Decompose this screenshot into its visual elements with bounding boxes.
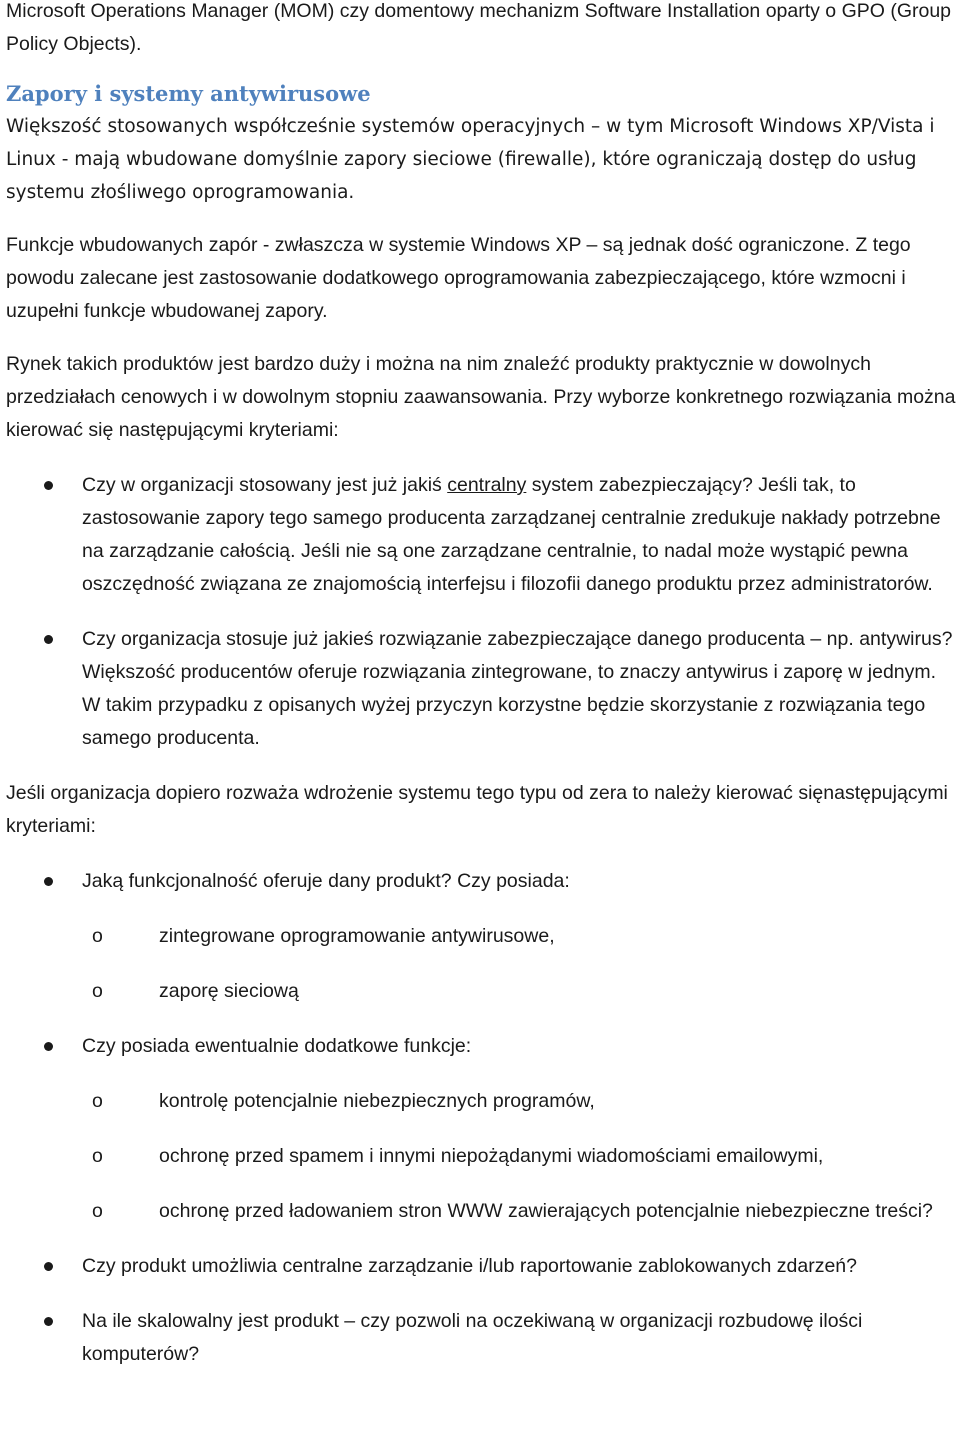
- sub-item-firewall: [6, 975, 956, 1008]
- bullet-text-before: Czy w organizacji stosowany jest już jakiś: [82, 474, 448, 496]
- bullet-text: Czy organizacja stosuje już jakieś rozwiązanie zabezpieczające danego producenta – np. antywirus? Większość producentów oferuje rozwiązania zintegrowane, to znaczy antywirus i zaporę w jednym. W takim przypadku z opisanych wyżej przyczyn korzystne będzie skorzystanie z rozwiązania tego samego producenta.: [82, 628, 953, 749]
- sub-item-antivirus: [6, 920, 956, 953]
- paragraph-2: Funkcje wbudowanych zapór - zwłaszcza w systemie Windows XP – są jednak dość ograniczone. Z tego powodu zalecane jest zastosowanie dodatkowego oprogramowania zabezpieczającego, które wzmocni i uzupełni funkcje wbudowanej zapory.: [6, 234, 911, 322]
- sub-item-text: zaporę sieciową: [159, 980, 299, 1002]
- bullet-item-scalability: [6, 1305, 956, 1371]
- bullet-icon: [44, 877, 53, 886]
- bullet-icon: [44, 1262, 53, 1271]
- bullet-text: Czy produkt umożliwia centralne zarządzanie i/lub raportowanie zablokowanych zdarzeń?: [82, 1255, 857, 1277]
- sub-item-text: ochronę przed spamem i innymi niepożądanymi wiadomościami emailowymi,: [159, 1145, 824, 1167]
- sub-item-spam-protection: [6, 1140, 956, 1173]
- intro-paragraph: Microsoft Operations Manager (MOM) czy domentowy mechanizm Software Installation oparty o GPO (Group Policy Objects).: [6, 0, 952, 55]
- paragraph-1: Większość stosowanych współcześnie systemów operacyjnych – w tym Microsoft Windows XP/Vista i Linux - mają wbudowane domyślnie zapory sieciowe (firewalle), które ograniczają dostęp do usług systemu złośliwego oprogramowania.: [6, 116, 935, 203]
- sub-item-web-protection: [6, 1195, 956, 1228]
- sub-item-program-control: [6, 1085, 956, 1118]
- bullet-icon: [44, 1317, 53, 1326]
- bullet-item-central-system: [6, 469, 956, 601]
- circle-bullet-icon: o: [92, 1145, 103, 1167]
- bullet-text-after: system zabezpieczający? Jeśli tak, to zastosowanie zapory tego samego producenta zarządzanej centralnie zredukuje nakłady potrzebne na zarządzanie całością. Jeśli nie są one zarządzane centralnie, to nadal może wystąpić pewna oszczędność związana ze znajomością interfejsu i filozofii danego produktu przez administratorów.: [82, 474, 941, 595]
- bullet-text-underlined: centralny: [447, 474, 527, 496]
- sub-item-text: kontrolę potencjalnie niebezpiecznych programów,: [159, 1090, 595, 1112]
- bullet-icon: [44, 1042, 53, 1051]
- document-page: [6, 0, 956, 1371]
- sub-item-text: ochronę przed ładowaniem stron WWW zawierających potencjalnie niebezpieczne treści?: [159, 1200, 933, 1222]
- bullet-item-functionality: [6, 865, 956, 898]
- bullet-item-additional-functions: [6, 1030, 956, 1063]
- circle-bullet-icon: o: [92, 1200, 103, 1222]
- circle-bullet-icon: o: [92, 1090, 103, 1112]
- bullet-text: Czy posiada ewentualnie dodatkowe funkcje:: [82, 1035, 472, 1057]
- section-heading: Zapory i systemy antywirusowe: [6, 81, 371, 106]
- bullet-text: Jaką funkcjonalność oferuje dany produkt? Czy posiada:: [82, 870, 570, 892]
- bullet-item-central-management: [6, 1250, 956, 1283]
- bullet-item-vendor-solution: [6, 623, 956, 755]
- circle-bullet-icon: o: [92, 925, 103, 947]
- bullet-icon: [44, 481, 53, 490]
- circle-bullet-icon: o: [92, 980, 103, 1002]
- bullet-icon: [44, 635, 53, 644]
- bullet-text: Na ile skalowalny jest produkt – czy pozwoli na oczekiwaną w organizacji rozbudowę ilości komputerów?: [82, 1310, 863, 1365]
- sub-item-text: zintegrowane oprogramowanie antywirusowe,: [159, 925, 555, 947]
- paragraph-3: Rynek takich produktów jest bardzo duży i można na nim znaleźć produkty praktycznie w dowolnych przedziałach cenowych i w dowolnym stopniu zaawansowania. Przy wyborze konkretnego rozwiązania można kierować się następującymi kryteriami:: [6, 353, 956, 441]
- paragraph-4: Jeśli organizacja dopiero rozważa wdrożenie systemu tego typu od zera to należy kierować sięnastępującymi kryteriami:: [6, 782, 948, 837]
